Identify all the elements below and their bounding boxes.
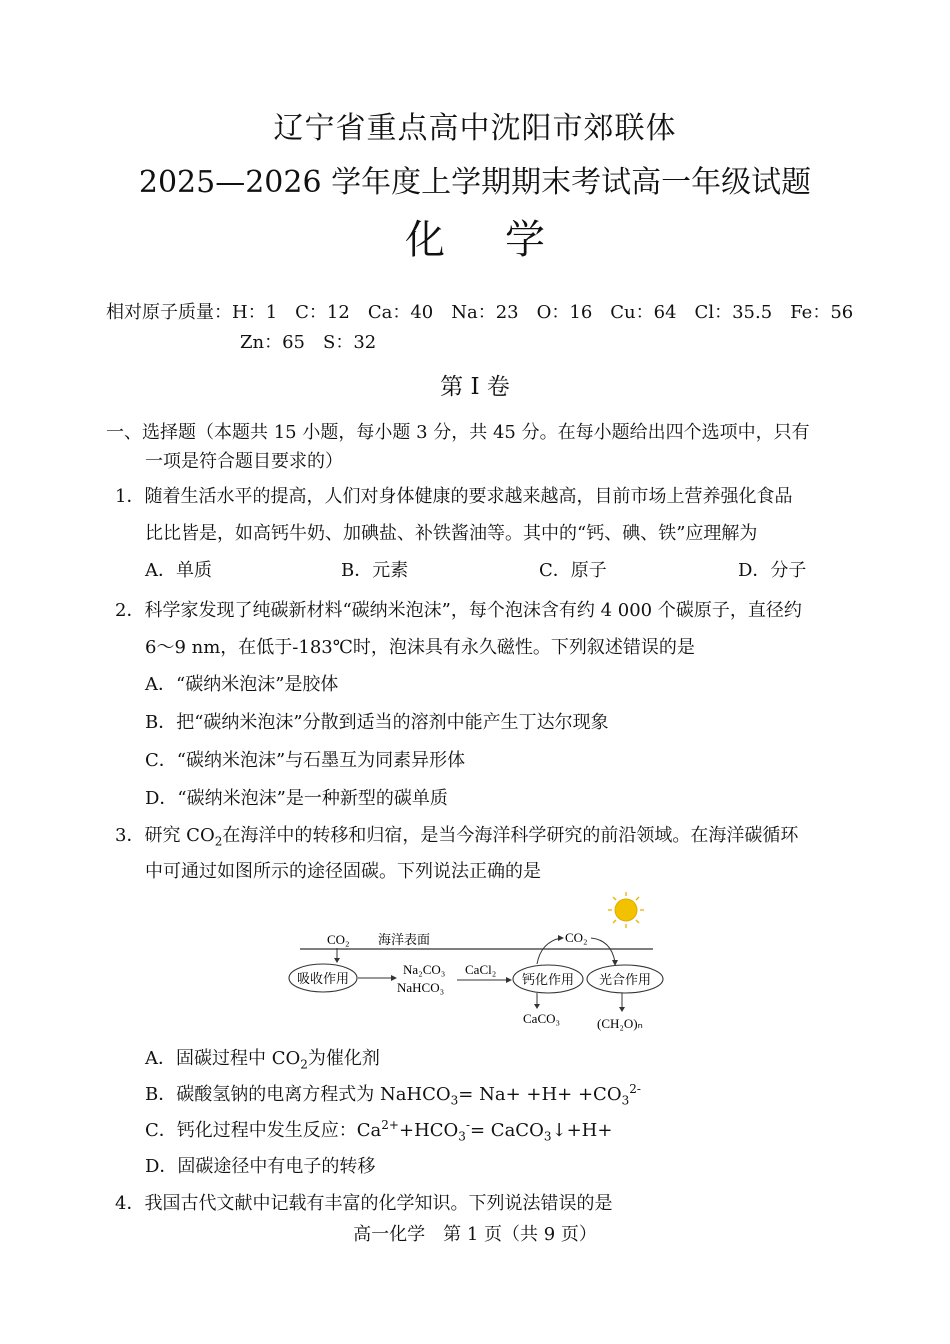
q1-option-b: B．元素 <box>341 560 409 581</box>
cacl2-label: CaCl₂ <box>465 962 497 977</box>
photosynthesis-label: 光合作用 <box>598 972 652 987</box>
q3-option-c-end: ↓+H+ <box>551 1120 613 1141</box>
q2-option-a: A．“碳纳米泡沫”是胶体 <box>145 674 339 695</box>
q3-option-a-post: 为催化剂 <box>307 1048 380 1069</box>
q3-option-b-sub2: 3 <box>621 1093 630 1108</box>
nahco3-label: NaHCO₃ <box>397 980 445 995</box>
q1-stem-line1: 1．随着生活水平的提高，人们对身体健康的要求越来越高，目前市场上营养强化食品 <box>115 486 793 507</box>
arrow-calcify-co2 <box>537 938 561 964</box>
q3-option-b-pre: B．碳酸氢钠的电离方程式为 NaHCO <box>145 1084 451 1105</box>
q3-stem-sub: 2 <box>214 834 223 849</box>
arrowhead-salts-calcify <box>506 977 512 983</box>
q3-option-c-sup1: 2+ <box>381 1118 399 1132</box>
q3-stem-line1 <box>115 821 798 849</box>
q1-option-c: C．原子 <box>539 560 607 581</box>
ch2o-label: (CH₂O)ₙ <box>597 1016 643 1031</box>
page-footer: 高一化学 第 1 页（共 9 页） <box>353 1224 597 1245</box>
na2co3-label: Na₂CO₃ <box>403 962 446 977</box>
arrow-co2-photo <box>591 938 615 962</box>
q3-stem-line2: 中可通过如图所示的途径固碳。下列说法正确的是 <box>145 861 541 882</box>
q4-stem-line1: 4．我国古代文献中记载有丰富的化学知识。下列说法错误的是 <box>115 1193 613 1214</box>
q1-option-d: D．分子 <box>738 560 807 581</box>
sun-icon <box>608 892 644 928</box>
co2-right-label: CO₂ <box>565 930 588 945</box>
volume-heading: 第 I 卷 <box>440 374 510 400</box>
ocean-surface-label: 海洋表面 <box>378 932 431 947</box>
carbon-cycle-diagram <box>285 892 665 1037</box>
q3-option-a <box>145 1044 380 1072</box>
atomic-mass-line2: Zn：65 S：32 <box>240 332 377 353</box>
arrowhead-calcify-co2 <box>558 935 564 941</box>
q3-option-c-pre: C．钙化过程中发生反应：Ca <box>145 1120 382 1141</box>
section-heading-line1: 一、选择题（本题共 15 小题，每小题 3 分，共 45 分。在每小题给出四个选项中，只有 <box>106 422 810 443</box>
q3-option-c-sup2: - <box>465 1118 470 1132</box>
exam-title-line2: 2025—2026 学年度上学期期末考试高一年级试题 <box>138 165 812 200</box>
q3-option-c-sub3: 3 <box>543 1129 552 1144</box>
absorb-label: 吸收作用 <box>296 971 350 986</box>
co2-left-label: CO₂ <box>327 932 350 947</box>
q3-option-a-sub: 2 <box>300 1057 308 1072</box>
q3-stem-pre: 3．研究 CO <box>115 825 215 846</box>
arrowhead-photo-down <box>619 1007 625 1012</box>
q1-stem-line2: 比比皆是，如高钙牛奶、加碘盐、补铁酱油等。其中的“钙、碘、铁”应理解为 <box>145 523 758 544</box>
q3-option-b-sup: 2- <box>629 1082 641 1096</box>
q3-stem-post: 在海洋中的转移和归宿，是当今海洋科学研究的前沿领域。在海洋碳循环 <box>222 825 799 846</box>
q3-option-a-pre: A．固碳过程中 CO <box>145 1048 301 1069</box>
q2-stem-line2: 6～9 nm，在低于-183℃时，泡沫具有永久磁性。下列叙述错误的是 <box>145 637 695 658</box>
q3-option-b-post: = Na+ +H+ +CO <box>458 1084 622 1105</box>
q3-option-c-post: = CaCO <box>470 1120 544 1141</box>
q3-option-d: D．固碳途径中有电子的转移 <box>145 1156 376 1177</box>
q3-option-c-mid: +HCO <box>398 1120 459 1141</box>
arrowhead-co2-down <box>334 958 340 963</box>
q2-option-c: C．“碳纳米泡沫”与石墨互为同素异形体 <box>145 750 466 771</box>
section-heading-line2: 一项是符合题目要求的） <box>145 451 343 472</box>
q2-option-b: B．把“碳纳米泡沫”分散到适当的溶剂中能产生丁达尔现象 <box>145 712 609 733</box>
calcify-label: 钙化作用 <box>521 972 575 987</box>
q3-option-b-sub1: 3 <box>450 1093 459 1108</box>
arrowhead-calcify-down <box>534 1004 540 1009</box>
atomic-mass-line1: 相对原子质量：H：1 C：12 Ca：40 Na：23 O：16 Cu：64 Cl：35.5 Fe：56 <box>106 302 854 323</box>
q3-option-c-sub: 3 <box>458 1129 466 1144</box>
exam-title-line1: 辽宁省重点高中沈阳市郊联体 <box>273 111 677 146</box>
q1-option-a: A．单质 <box>145 560 212 581</box>
q3-option-c <box>145 1116 612 1144</box>
subject-title: 化学 <box>405 217 605 263</box>
q2-stem-line1: 2．科学家发现了纯碳新材料“碳纳米泡沫”，每个泡沫含有约 4 000 个碳原子，直径约 <box>115 600 802 621</box>
q3-option-b <box>145 1080 641 1108</box>
caco3-label: CaCO₃ <box>523 1011 561 1026</box>
q2-option-d: D．“碳纳米泡沫”是一种新型的碳单质 <box>145 788 448 809</box>
